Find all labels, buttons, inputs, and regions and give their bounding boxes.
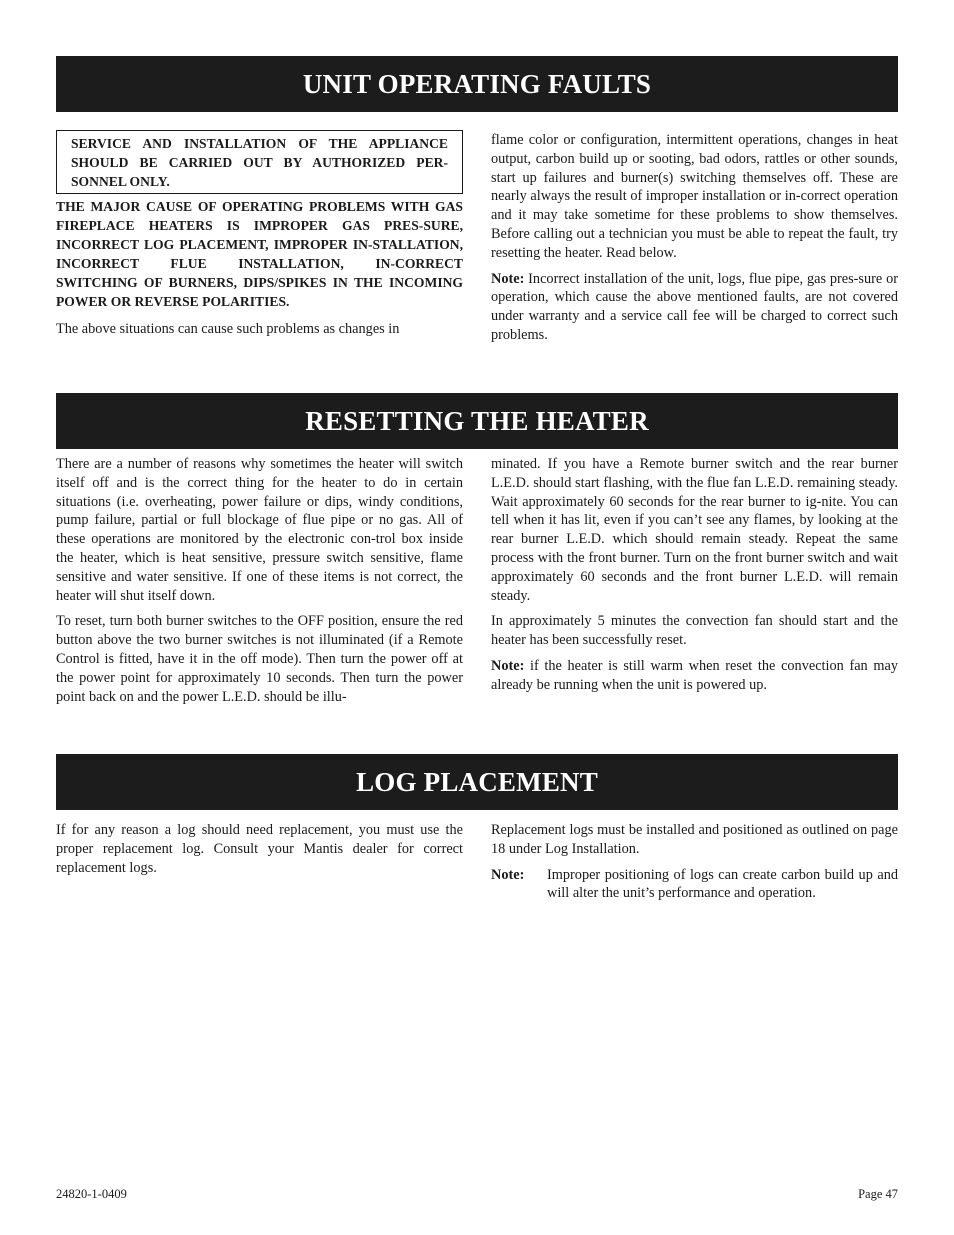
resetting-note: [491, 657, 898, 695]
note-label: Note:: [491, 866, 525, 883]
faults-left-paragraph: The above situations can cause such problems as changes in: [56, 321, 400, 337]
note-text: Incorrect installation of the unit, logs, flue pipe, gas pres-sure or operation, which cause the above mentioned faults, are not covered under warranty and a service call fee will be charged to correct such problems.: [491, 270, 898, 343]
log-right-paragraph: Replacement logs must be installed and positioned as outlined on page 18 under Log Installation.: [491, 822, 898, 857]
warning-box: SERVICE AND INSTALLATION OF THE APPLIANCE SHOULD BE CARRIED OUT BY AUTHORIZED PER-SONNEL ONLY.: [56, 130, 463, 194]
log-note: [491, 866, 898, 904]
resetting-left-column: [56, 455, 463, 713]
log-right-column: [491, 821, 898, 903]
resetting-right-paragraph-1: minated. If you have a Remote burner switch and the rear burner L.E.D. should start flashing, with the flue fan L.E.D. remaining steady. Wait approximately 60 seconds for the rear burner to ig-nite. You can tell when it has lit, even if you can’t see any flames, by looking at the rear burner L.E.D. which should remain steady. Repeat the same process with the front burner. Turn on the front burner switch and wait approximately 60 seconds and the front burner L.E.D. will remain steady.: [491, 456, 898, 604]
resetting-right-column: [491, 455, 898, 702]
major-cause-paragraph: THE MAJOR CAUSE OF OPERATING PROBLEMS WITH GAS FIREPLACE HEATERS IS IMPROPER GAS PRES-SURE, INCORRECT LOG PLACEMENT, IMPROPER IN-STALLATION, INCORRECT FLUE INSTALLATION, IN-CORRECT SWITCHING OF BURNERS, DIPS/SPIKES IN THE INCOMING POWER OR REVERSE POLARITIES.: [56, 199, 463, 309]
note-text: if the heater is still warm when reset the convection fan may already be running when the unit is powered up.: [491, 657, 898, 693]
note-label: Note:: [491, 270, 525, 287]
resetting-left-paragraph-2: To reset, turn both burner switches to the OFF position, ensure the red button above the two burner switches is not illuminated (if a Remote Control is fitted, have it in the off mode). Then turn the power off at the power point for approximately 10 seconds. Then turn the power point back on and the power L.E.D. should be illu-: [56, 613, 463, 705]
resetting-left-paragraph-1: There are a number of reasons why sometimes the heater will switch itself off and is the correct thing for the heater to do in certain situations (i.e. overheating, power failure or dips, windy conditions, pump failure, partial or full blockage of flue pipe or no gas. All of these operations are monitored by the electronic con-trol box inside the heater, which is heat sensitive, pressure switch sensitive, flame sensitive and water sensitive. If one of these items is not correct, the heater will shut itself down.: [56, 456, 463, 604]
doc-number: 24820-1-0409: [56, 1187, 127, 1201]
resetting-right-paragraph-2: In approximately 5 minutes the convection fan should start and the heater has been successfully reset.: [491, 613, 898, 649]
faults-right-column: [491, 131, 898, 352]
page-number: Page 47: [858, 1187, 898, 1201]
section-title-operating-faults: UNIT OPERATING FAULTS: [56, 56, 898, 112]
note-label: Note:: [491, 657, 525, 674]
faults-right-paragraph: flame color or configuration, intermittent operations, changes in heat output, carbon build up or sooting, bad odors, rattles or other sounds, start up failures and burner(s) switching themselves off. These are nearly always the result of improper installation or in-correct operation and it may take sometime for these problems to show themselves. Before calling out a technician you must be able to repeat the fault, try resetting the heater. Read below.: [491, 132, 898, 261]
section-title-log-placement: LOG PLACEMENT: [56, 754, 898, 810]
faults-left-column: [56, 130, 463, 346]
section-title-resetting-heater: RESETTING THE HEATER: [56, 393, 898, 449]
log-left-paragraph: If for any reason a log should need replacement, you must use the proper replacement log. Consult your Mantis dealer for correct replacement logs.: [56, 822, 463, 876]
note-text: Improper positioning of logs can create carbon build up and will alter the unit’s performance and operation.: [547, 866, 898, 902]
log-left-column: [56, 821, 463, 884]
faults-note: [491, 270, 898, 345]
